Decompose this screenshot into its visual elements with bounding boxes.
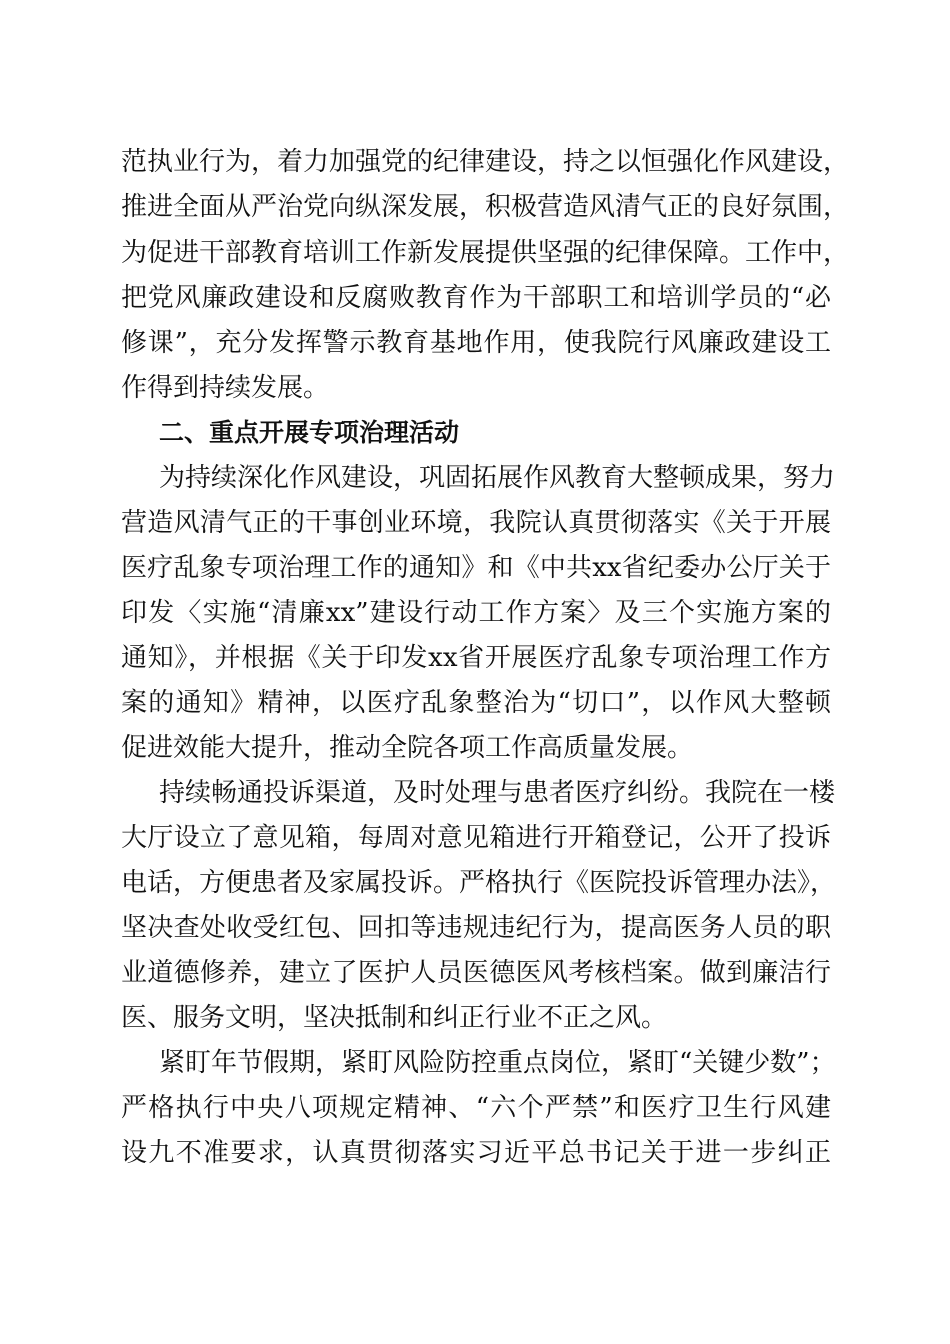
text-line: 电话，方便患者及家属投诉。严格执行《医院投诉管理办法》，: [121, 868, 837, 898]
text-line: 营造风清气正的干事创业环境，我院认真贯彻落实《关于开展: [121, 508, 831, 538]
text-line: 为持续深化作风建设，巩固拓展作风教育大整顿成果，努力: [159, 463, 836, 493]
text-line: 范执业行为，着力加强党的纪律建设，持之以恒强化作风建设，: [121, 147, 850, 177]
text-line: 紧盯年节假期，紧盯风险防控重点岗位，紧盯“关键少数”；: [159, 1048, 836, 1078]
text-line: 大厅设立了意见箱，每周对意见箱进行开箱登记，公开了投诉: [121, 823, 831, 853]
section-heading: 二、重点开展专项治理活动: [159, 418, 460, 447]
text-line: 促进效能大提升，推动全院各项工作高质量发展。: [121, 733, 694, 763]
text-line: 设九不准要求，认真贯彻落实习近平总书记关于进一步纠正: [121, 1138, 831, 1168]
text-line: 案的通知》精神，以医疗乱象整治为“切口”，以作风大整顿: [121, 688, 831, 718]
text-line: 把党风廉政建设和反腐败教育作为干部职工和培训学员的“必: [121, 283, 831, 313]
text-line: 业道德修养，建立了医护人员医德医风考核档案。做到廉洁行: [121, 958, 831, 988]
text-line: 坚决查处收受红包、回扣等违规违纪行为，提高医务人员的职: [121, 913, 831, 943]
text-line: 医、服务文明，坚决抵制和纠正行业不正之风。: [121, 1003, 668, 1033]
text-line: 修课”，充分发挥警示教育基地作用，使我院行风廉政建设工: [121, 328, 831, 358]
text-line: 医疗乱象专项治理工作的通知》和《中共xx省纪委办公厅关于: [121, 553, 831, 583]
text-line: 通知》，并根据《关于印发xx省开展医疗乱象专项治理工作方: [121, 643, 831, 673]
text-line: 为促进干部教育培训工作新发展提供坚强的纪律保障。工作中，: [121, 238, 850, 268]
text-line: 作得到持续发展。: [121, 373, 330, 403]
text-line: 持续畅通投诉渠道，及时处理与患者医疗纠纷。我院在一楼: [159, 778, 836, 808]
text-line: 推进全面从严治党向纵深发展，积极营造风清气正的良好氛围，: [121, 192, 850, 222]
text-line: 严格执行中央八项规定精神、“六个严禁”和医疗卫生行风建: [121, 1093, 831, 1123]
text-line: 印发〈实施“清廉xx”建设行动工作方案〉及三个实施方案的: [121, 598, 831, 628]
